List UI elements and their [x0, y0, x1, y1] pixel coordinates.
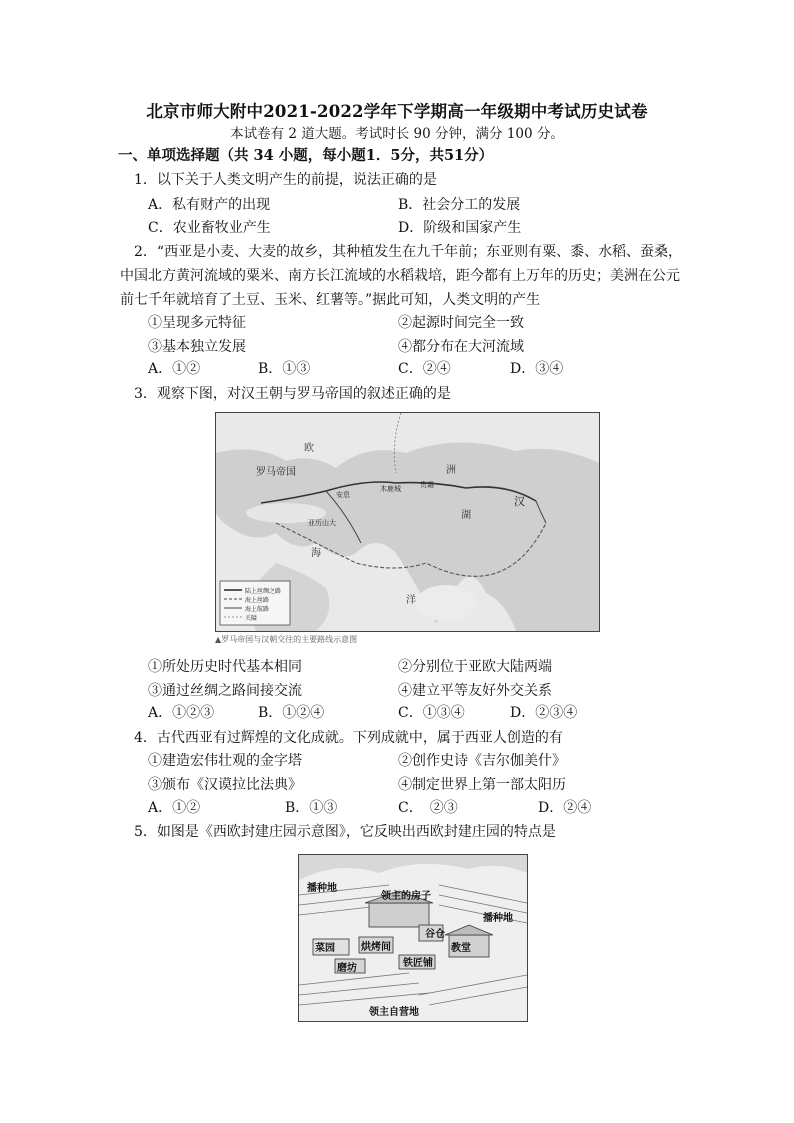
question-1-stem: 1．以下关于人类文明产生的前提，说法正确的是: [134, 172, 437, 188]
question-1-option-b: B．社会分工的发展: [398, 197, 521, 213]
question-2-option-b: B．①③: [258, 361, 311, 377]
manor-label-church: 教堂: [451, 943, 471, 954]
question-3-option-c: C．①③④: [398, 705, 465, 721]
question-3-option-a: A．①②③: [148, 705, 215, 721]
map-label-europe: 欧: [304, 443, 314, 454]
map-caption: ▲罗马帝国与汉朝交往的主要路线示意图: [215, 635, 358, 644]
legend-text-3: 海上航路: [245, 606, 270, 613]
map-label-asia: 洲: [446, 465, 456, 476]
question-2-item-3: ③基本独立发展: [148, 339, 246, 355]
manor-label-smithy: 铁匠铺: [403, 958, 433, 969]
question-4-option-b: B．①③: [285, 800, 338, 816]
question-2-stem-line1: 2．“西亚是小麦、大麦的故乡，其种植发生在九千年前；东亚则有粟、黍、水稻、蚕桑，: [134, 244, 683, 260]
question-4-item-2: ②创作史诗《吉尔伽美什》: [398, 753, 566, 769]
map-label-ocean: 洋: [406, 595, 416, 606]
silk-road-map-drawing: [216, 413, 599, 631]
section-heading: 一、单项选择题（共 34 小题，每小题1．5分，共51分）: [118, 147, 494, 164]
question-2-item-1: ①呈现多元特征: [148, 315, 246, 331]
question-3-item-2: ②分别位于亚欧大陆两端: [398, 659, 552, 675]
map-label-ctesiphon: 木鹿城: [380, 485, 401, 493]
question-2-item-2: ②起源时间完全一致: [398, 315, 524, 331]
manor-illustration: [298, 854, 528, 1022]
page-title: 北京市师大附中2021-2022学年下学期高一年级期中考试历史试卷: [146, 102, 648, 121]
manor-illustration-drawing: [299, 855, 527, 1021]
question-4-item-3: ③颁布《汉谟拉比法典》: [148, 777, 302, 793]
exam-info: 本试卷有 2 道大题。考试时长 90 分钟，满分 100 分。: [230, 126, 564, 142]
question-4-item-1: ①建造宏伟壮观的金字塔: [148, 753, 302, 769]
manor-label-sow-2: 播种地: [483, 913, 513, 924]
manor-label-garden: 菜园: [315, 943, 335, 954]
question-4-option-d: D．②④: [538, 800, 592, 816]
question-3-stem: 3．观察下图，对汉王朝与罗马帝国的叙述正确的是: [134, 386, 451, 402]
legend-text-4: 关隘: [245, 615, 258, 622]
map-label-sea: 海: [311, 548, 321, 559]
manor-label-lord-house: 领主的房子: [381, 891, 431, 902]
question-4-option-a: A．①②: [148, 800, 201, 816]
manor-label-sow-1: 播种地: [307, 883, 337, 894]
question-3-option-d: D．②③④: [510, 705, 578, 721]
map-label-lake: 湖: [461, 510, 471, 521]
manor-label-bakery: 烘烤间: [361, 942, 391, 953]
question-2-stem-line3: 前七千年就培育了土豆、玉米、红薯等。”据此可知，人类文明的产生: [120, 292, 541, 308]
map-label-kushan: 贵霜: [420, 481, 434, 489]
map-label-han: 汉: [514, 495, 525, 508]
manor-label-demesne: 领主自营地: [369, 1007, 419, 1018]
question-2-option-a: A．①②: [148, 361, 201, 377]
question-3-item-3: ③通过丝绸之路间接交流: [148, 683, 302, 699]
question-2-item-4: ④都分布在大河流域: [398, 339, 524, 355]
question-3-item-4: ④建立平等友好外交关系: [398, 683, 552, 699]
manor-label-barn: 谷仓: [425, 929, 445, 940]
question-3-option-b: B．①②④: [258, 705, 325, 721]
question-2-stem-line2: 中国北方黄河流域的粟米、南方长江流域的水稻栽培，距今都有上万年的历史；美洲在公元: [120, 268, 680, 284]
question-1-option-c: C．农业畜牧业产生: [148, 220, 271, 236]
question-4-option-c: C． ②③: [398, 800, 458, 816]
question-3-item-1: ①所处历史时代基本相同: [148, 659, 302, 675]
question-2-option-c: C．②④: [398, 361, 451, 377]
question-5-stem: 5．如图是《西欧封建庄园示意图》，它反映出西欧封建庄园的特点是: [134, 824, 556, 840]
question-1-option-a: A．私有财产的出现: [148, 197, 271, 213]
silk-road-map: [215, 412, 600, 632]
question-4-item-4: ④制定世界上第一部太阳历: [398, 777, 566, 793]
legend-text-1: 陆上丝绸之路: [245, 588, 282, 595]
question-4-stem: 4．古代西亚有过辉煌的文化成就。下列成就中，属于西亚人创造的有: [134, 730, 563, 746]
map-label-alexandria: 亚历山大: [308, 519, 336, 527]
question-1-option-d: D．阶级和国家产生: [398, 220, 522, 236]
question-2-option-d: D．③④: [510, 361, 564, 377]
manor-label-mill: 磨坊: [337, 963, 357, 974]
map-label-anxi: 安息: [336, 491, 350, 499]
legend-text-2: 海上丝路: [245, 597, 270, 604]
map-label-rome: 罗马帝国: [256, 467, 296, 478]
